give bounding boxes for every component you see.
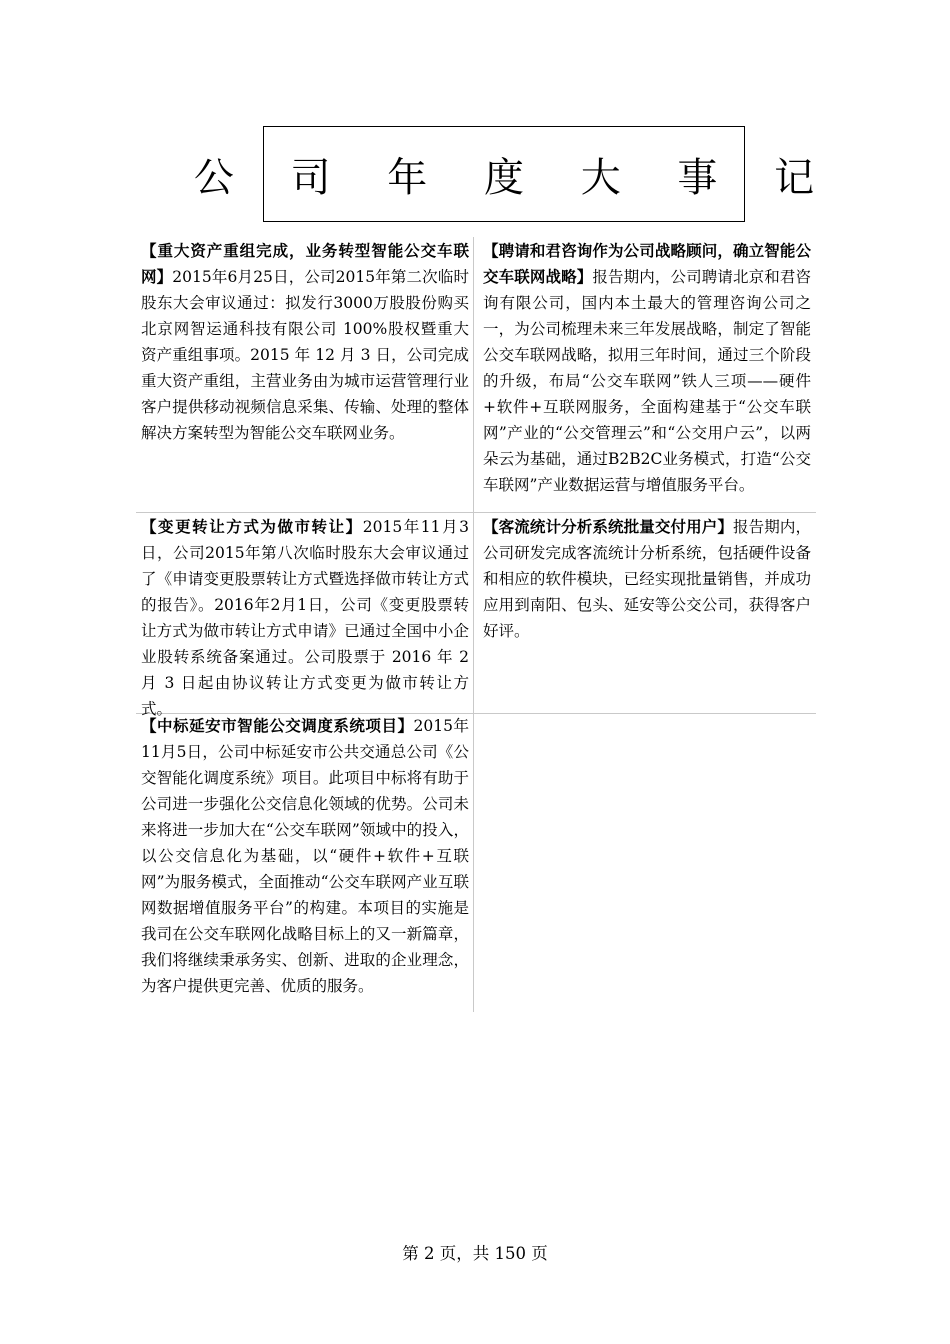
event-heading: 【聘请和君咨询作为公司战略顾问，确立智能公交车联网战略】 xyxy=(483,241,811,286)
event-cell-3 xyxy=(141,514,469,722)
event-heading: 【变更转让方式为做市转让】 xyxy=(141,517,363,536)
event-heading: 【重大资产重组完成，业务转型智能公交车联网】 xyxy=(141,241,469,286)
event-body: 2015年6月25日，公司2015年第二次临时股东大会审议通过：拟发行3000万股股份购买北京网智运通科技有限公司 100%股权暨重大资产重组事项。2015 年 12 月 3 日，公司完成重大资产重组，主营业务由为城市运营管理行业客户提供移动视频信息采集、传输、处理的整体解决方案转型为智能公交车联网业务。 xyxy=(141,268,469,442)
event-cell-5 xyxy=(141,713,469,999)
event-cell-4 xyxy=(483,514,811,644)
event-heading: 【客流统计分析系统批量交付用户】 xyxy=(483,517,733,536)
event-heading: 【中标延安市智能公交调度系统项目】 xyxy=(141,716,414,735)
event-body: 2015年11月5日，公司中标延安市公共交通总公司《公交智能化调度系统》项目。此项目中标将有助于公司进一步强化公交信息化领域的优势。公司未来将进一步加大在“公交车联网”领域中的投入，以公交信息化为基础，以“硬件+软件+互联网”为服务模式，全面推动“公交车联网产业互联网数据增值服务平台”的构建。本项目的实施是我司在公交车联网化战略目标上的又一新篇章，我们将继续秉承务实、创新、进取的企业理念，为客户提供更完善、优质的服务。 xyxy=(141,717,469,995)
event-body: 2015年11月3日，公司2015年第八次临时股东大会审议通过了《申请变更股票转让方式暨选择做市转让方式的报告》。2016年2月1日，公司《变更股票转让方式为做市转让方式申请》已通过全国中小企业股转系统备案通过。公司股票于 2016 年 2 月 3 日起由协议转让方式变更为做市转让方式。 xyxy=(141,518,469,718)
events-table xyxy=(136,237,816,1012)
event-cell-1 xyxy=(141,238,469,446)
event-cell-2 xyxy=(483,238,811,498)
event-body: 报告期内，公司研发完成客流统计分析系统，包括硬件设备和相应的软件模块，已经实现批量销售，并成功应用到南阳、包头、延安等公交公司，获得客户好评。 xyxy=(483,518,811,640)
row-divider-1 xyxy=(136,512,816,513)
page-title: 公 司 年 度 大 事 记 xyxy=(193,154,837,201)
event-body: 报告期内，公司聘请北京和君咨询有限公司，国内本土最大的管理咨询公司之一，为公司梳理未来三年发展战略，制定了智能公交车联网战略，拟用三年时间，通过三个阶段的升级，布局“公交车联网”铁人三项——硬件+软件+互联网服务，全面构建基于“公交车联网”产业的“公交管理云”和“公交用户云”，以两朵云为基础，通过B2B2C业务模式，打造“公交车联网”产业数据运营与增值服务平台。 xyxy=(483,268,811,494)
page-footer: 第 2 页，共 150 页 xyxy=(402,1244,548,1263)
title-box xyxy=(193,126,837,222)
column-divider xyxy=(473,237,474,1012)
